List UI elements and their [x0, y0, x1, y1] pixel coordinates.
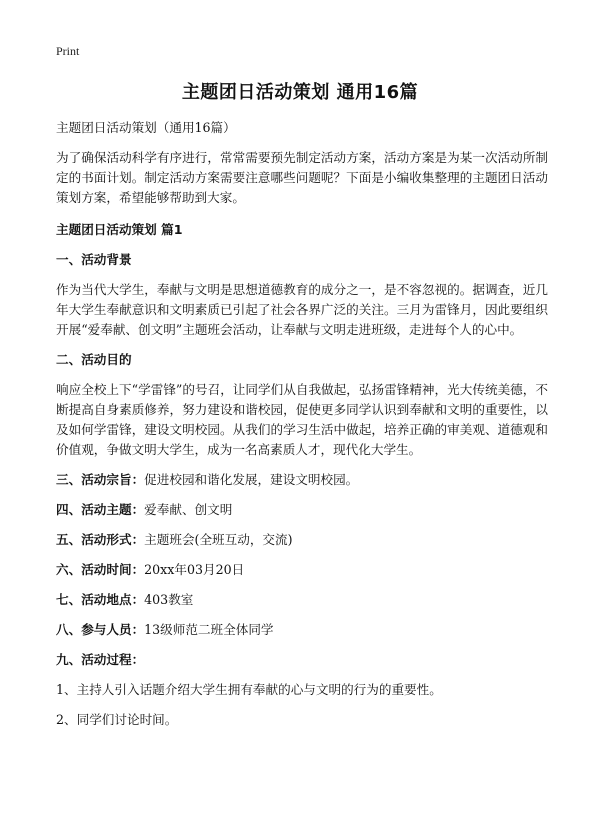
detail-row-location: [56, 590, 548, 610]
detail-key: 四、活动主题：: [56, 502, 145, 517]
section-heading-purpose: 二、活动目的: [56, 352, 132, 367]
detail-value: 403教室: [144, 592, 194, 607]
detail-row-participants: [56, 620, 548, 640]
print-label[interactable]: Print: [56, 44, 80, 58]
section-text-purpose: 响应全校上下“学雷锋”的号召，让同学们从自我做起，弘扬雷锋精神，光大传统美德，不断提高自身素质修养，努力建设和谐校园，促使更多同学认识到奉献和文明的重要性，以及如何学雷锋，建设文明校园。从我们的学习生活中做起，培养正确的审美观、道德观和价值观，争做文明大学生，成为一名高素质人才，现代化大学生。: [56, 382, 548, 457]
section-heading-process: 九、活动过程：: [56, 652, 145, 667]
detail-key: 七、活动地点：: [56, 592, 145, 607]
detail-row-theme: [56, 500, 548, 520]
section-heading-background: 一、活动背景: [56, 252, 132, 267]
detail-row-format: [56, 530, 548, 550]
process-step: 1、主持人引入话题介绍大学生拥有奉献的心与文明的行为的重要性。: [56, 682, 442, 697]
detail-value: 20xx年03月20日: [144, 562, 245, 577]
document-content: [56, 118, 548, 740]
detail-value: 主题班会(全班互动，交流): [144, 532, 293, 547]
process-step: 2、同学们讨论时间。: [56, 712, 178, 727]
detail-row-aim: [56, 470, 548, 490]
document-subtitle: 主题团日活动策划（通用16篇）: [56, 120, 236, 135]
page-title: 主题团日活动策划 通用16篇: [181, 82, 419, 103]
article-heading: 主题团日活动策划 篇1: [56, 222, 183, 237]
detail-key: 五、活动形式：: [56, 532, 145, 547]
detail-key: 三、活动宗旨：: [56, 472, 145, 487]
detail-key: 八、参与人员：: [56, 622, 145, 637]
detail-value: 促进校园和谐化发展，建设文明校园。: [144, 472, 359, 487]
section-text-background: 作为当代大学生，奉献与文明是思想道德教育的成分之一，是不容忽视的。据调查，近几年大学生奉献意识和文明素质已引起了社会各界广泛的关注。三月为雷锋月，因此要组织开展“爱奉献、创文明”主题班会活动，让奉献与文明走进班级，走进每个人的心中。: [56, 282, 548, 337]
detail-value: 爱奉献、创文明: [144, 502, 233, 517]
intro-paragraph: 为了确保活动科学有序进行，常常需要预先制定活动方案，活动方案是为某一次活动所制定的书面计划。制定活动方案需要注意哪些问题呢？下面是小编收集整理的主题团日活动策划方案，希望能够帮助到大家。: [56, 150, 548, 205]
detail-value: 13级师范二班全体同学: [144, 622, 274, 637]
detail-key: 六、活动时间：: [56, 562, 145, 577]
detail-row-time: [56, 560, 548, 580]
